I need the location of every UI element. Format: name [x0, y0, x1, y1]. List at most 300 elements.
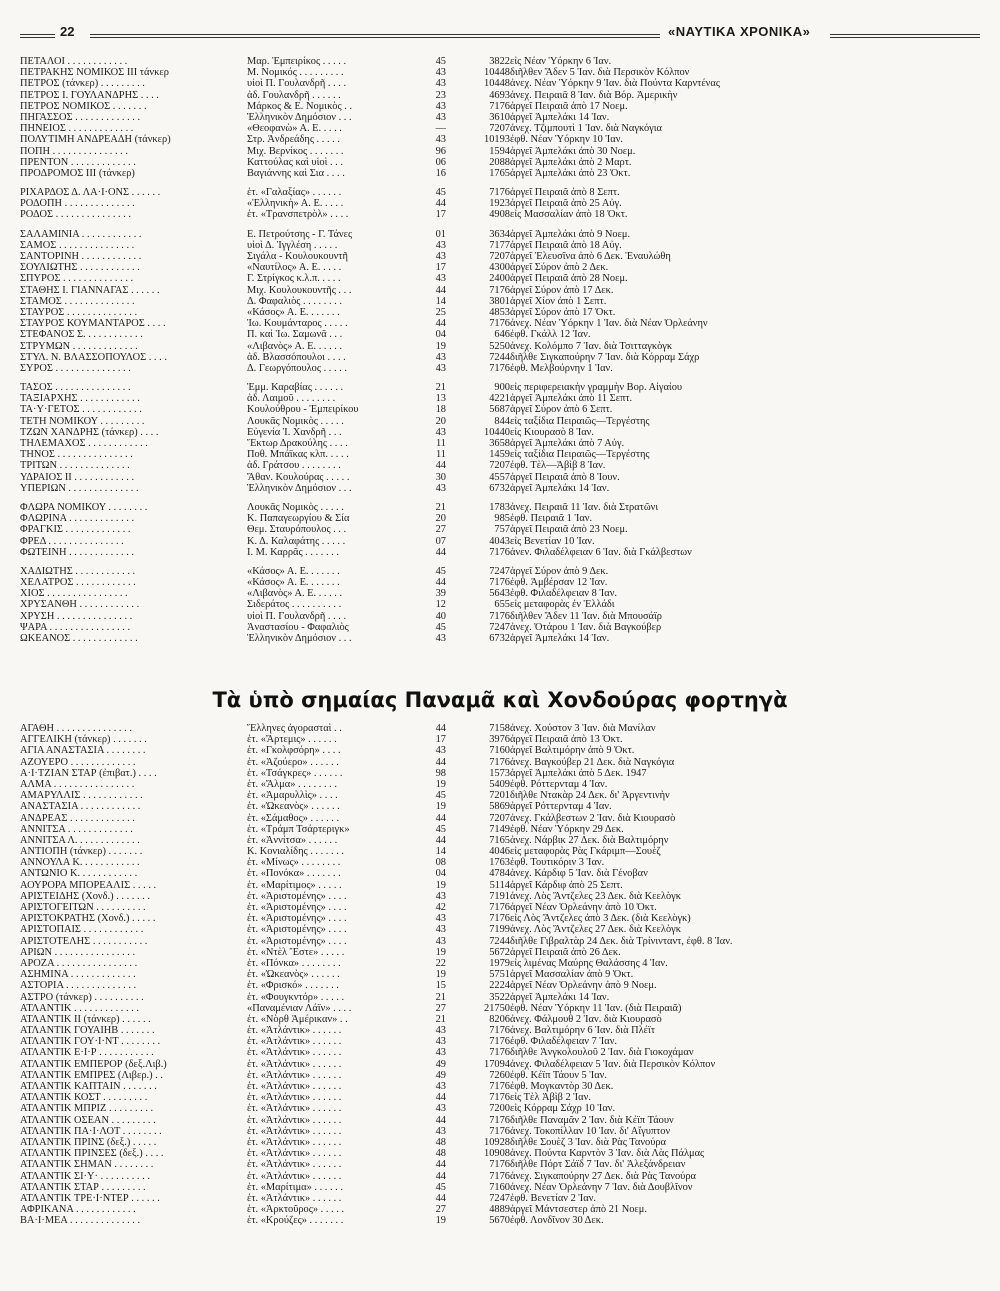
ship-name: ΥΠΕΡΙΩΝ . . . . . . . . . . . . . . [20, 482, 139, 494]
ship-name: ΣΑΜΟΣ . . . . . . . . . . . . . . . [20, 239, 135, 251]
ship-code: 43 [435, 1125, 446, 1137]
ship-tonnage: 7158 [489, 723, 510, 734]
ship-name: ΨΑΡΑ . . . . . . . . . . . . . . . . [20, 621, 131, 633]
ship-tonnage: 7176 [489, 362, 510, 374]
ship-name: ΑΤΛΑΝΤΙΚ ΠΡΙΝΣ (δεξ.) . . . . . [20, 1136, 157, 1148]
ship-name: ΑΝΝΙΤΣΑ . . . . . . . . . . . . . [20, 823, 133, 835]
ship-status: ἀνεχ. Λὸς Ἄντζελες 23 Δεκ. διὰ Κεελὸγκ [510, 890, 681, 902]
ship-code: 43 [435, 351, 446, 363]
ship-code: 43 [435, 1036, 446, 1048]
ship-code: 06 [435, 156, 446, 168]
ship-code: 19 [435, 340, 446, 352]
ship-name: ΑΡΟΖΑ . . . . . . . . . . . . . . . . [20, 957, 138, 969]
ship-name: ΠΕΤΡΟΣ (τάνκερ) . . . . . . . . . [20, 78, 145, 90]
ship-tonnage: 7176 [489, 546, 510, 558]
ship-owner: Κουλούθρου - Ἐμπειρίκου [247, 404, 359, 416]
ship-status: ἐφθ. Μογκαντὸρ 30 Δεκ. [510, 1081, 614, 1092]
ship-tonnage: 10448 [484, 67, 510, 79]
ship-name: ΠΕΤΡΟΣ ΝΟΜΙΚΟΣ . . . . . . . [20, 100, 147, 112]
ship-tonnage: 844 [494, 415, 510, 427]
ship-status: διῆλθε Πόρτ Σάϊδ 7 Ἰαν. δι' Ἀλεξάνδρειαν [510, 1159, 686, 1171]
ship-status: ἐφθ. Νέαν Ὑόρκην 29 Δεκ. [510, 823, 624, 835]
ship-tonnage: 7177 [489, 239, 510, 251]
ship-name: ΤΖΩΝ ΧΑΝΔΡΗΣ (τάνκερ) . . . . [20, 426, 159, 438]
ship-code: 17 [435, 209, 446, 221]
ship-name: ΠΕΤΡΑΚΗΣ ΝΟΜΙΚΟΣ ΙΙΙ τάνκερ [20, 67, 169, 79]
ship-status: διῆλθε Σιγκαπούρην 7 Ἰαν. διὰ Κόρραμ Σάχρ [510, 351, 700, 363]
ship-owner: Π. καὶ Ἰω. Σαμωνᾶ . . . [247, 329, 343, 341]
ship-tonnage: 7165 [489, 834, 510, 846]
ship-owner: ἑτ. «Ἀτλάντικ» . . . . . . [247, 1047, 342, 1059]
ship-owner: Σιδεράτος . . . . . . . . . . [247, 599, 342, 611]
ship-status: ἀργεῖ Ἀμπελάκι 14 Ἰαν. [510, 111, 610, 123]
ship-name: ΑΤΛΑΝΤΙΚ . . . . . . . . . . . . . [20, 1002, 139, 1014]
ship-code: 45 [435, 187, 446, 199]
ship-tonnage: 3976 [489, 734, 510, 746]
ship-code: 20 [435, 513, 446, 525]
ship-status: διῆλθε Ἀνγκολουλοῦ 2 Ἰαν. διὰ Γιοκοχάμαν [510, 1047, 694, 1059]
ship-owner: ἀδ. Βλασσόπουλοι . . . . [247, 351, 346, 363]
ship-owner: ἑτ. «Τρανσπετρὸλ» . . . . [247, 209, 349, 221]
ship-tonnage: 5250 [489, 340, 510, 352]
ship-status: ἀνεχ. Νάρβικ 27 Δεκ. διὰ Βαλτιμόρην [510, 834, 669, 846]
ship-tonnage: 7176 [489, 1025, 510, 1037]
page-number: 22 [60, 24, 75, 39]
ship-code: 49 [435, 1069, 446, 1081]
ship-owner: ἑτ. «Ἀριστομένης» . . . . [247, 902, 347, 913]
ship-code: 27 [435, 1204, 446, 1216]
ship-owner: ἑτ. «Ἄρτεμις» . . . . . . [247, 734, 337, 746]
ship-code: 43 [435, 239, 446, 251]
ship-status: ἀνεχ. Πούντα Καρντὸν 3 Ἰαν. διὰ Λὰς Πάλμας [510, 1148, 705, 1160]
ship-name: ΑΤΛΑΝΤΙΚ ΚΑΠΤΑΙΝ . . . . . . . [20, 1081, 157, 1092]
ship-owner: ἑτ. «Πονόκα» . . . . . . . [247, 868, 341, 880]
ship-owner: ἑτ. «Φρισκό» . . . . . . . [247, 980, 339, 992]
ship-code: 44 [435, 1192, 446, 1204]
ship-tonnage: 7207 [489, 251, 510, 262]
ship-tonnage: 5751 [489, 969, 510, 981]
ship-owner: Δ. Φαφαλιὸς . . . . . . . . [247, 295, 342, 307]
ship-name: ΑΤΛΑΝΤΙΚ ΤΡΕ·Ι·ΝΤΕΡ . . . . . . [20, 1192, 160, 1204]
ship-tonnage: 2400 [489, 273, 510, 285]
ship-name: ΑΓΓΕΛΙΚΗ (τάνκερ) . . . . . . . [20, 734, 147, 746]
ship-status: ἀργεῖ Πειραιᾶ ἀπὸ 8 Σεπτ. [510, 187, 620, 199]
ship-name: ΠΟΛΥΤΙΜΗ ΑΝΔΡΕΑΔΗ (τάνκερ) [20, 134, 171, 146]
ship-tonnage: 7176 [489, 902, 510, 913]
ship-tonnage: 7247 [489, 1192, 510, 1204]
ship-code: 43 [435, 482, 446, 494]
ship-owner: Λουκᾶς Νομικὸς . . . . . [247, 501, 344, 513]
ship-owner: Μιχ. Βερνίκος . . . . . . . [247, 145, 344, 157]
ship-tonnage: 21750 [484, 1002, 510, 1014]
ship-code: 43 [435, 924, 446, 936]
ship-status: ἀνεχ. Φιλαδέλφειαν 5 Ἰαν. διὰ Περσικὸν Κόλπον [510, 1058, 716, 1070]
ship-name: ΑΝΑΣΤΑΣΙΑ . . . . . . . . . . . . [20, 801, 141, 813]
ship-code: 17 [435, 262, 446, 274]
ship-name: ΠΗΝΕΙΟΣ . . . . . . . . . . . . . [20, 123, 134, 135]
ship-name: ΣΤΑΘΗΣ Ι. ΓΙΑΝΝΑΓΑΣ . . . . . . [20, 284, 160, 296]
ship-status: ἀργεῖ Ἀμπελάκι ἀπὸ 30 Νοεμ. [510, 145, 636, 157]
ship-name: ΩΚΕΑΝΟΣ . . . . . . . . . . . . . [20, 633, 138, 644]
ship-status: ἀνεχ. Πειραιᾶ 11 Ἰαν. διὰ Στρατῶνι [510, 501, 659, 513]
ship-status: ἀνεν. Φιλαδέλφειαν 6 Ἰαν. διὰ Γκάλβεστων [510, 546, 692, 558]
header-rule [90, 34, 660, 38]
ship-status: ἀργεῖ Ἀμπελάκι ἀπὸ 5 Δεκ. 1947 [510, 767, 647, 779]
ship-owner: ἑτ. «Ἀτλάντικ» . . . . . . [247, 1025, 342, 1037]
ship-owner: ἑτ. «Σάμαθος» . . . . . . [247, 812, 340, 824]
ship-owner: ἑτ. «Ἀτλάντικ» . . . . . . [247, 1036, 342, 1048]
ship-owner: Δ. Γεωργόπουλος . . . . . [247, 362, 347, 374]
ship-name: ΣΑΝΤΟΡΙΝΗ . . . . . . . . . . . . [20, 251, 142, 262]
ship-name: ΦΛΩΡΙΝΑ . . . . . . . . . . . . . [20, 513, 135, 525]
ship-name: ΑΤΛΑΝΤΙΚ ΟΣΕΑΝ . . . . . . . . . [20, 1114, 156, 1126]
ship-name: ΠΟΠΗ . . . . . . . . . . . . . . . [20, 145, 128, 157]
ship-owner: Ἑλληνικὸν Δημόσιον . . . [247, 482, 352, 494]
ship-name: ΑΣΤΟΡΙΑ . . . . . . . . . . . . . . [20, 980, 137, 992]
ship-name: ΑΤΛΑΝΤΙΚ ΓΟΥ·Ι·ΝΤ . . . . . . . . [20, 1036, 161, 1048]
ship-status: ἀνεχ. Φάλμουθ 2 Ἰαν. διὰ Κιουρασὸ [510, 1013, 662, 1025]
ship-owner: ἑτ. «Ἀτλάντικ» . . . . . . [247, 1170, 342, 1182]
ship-status: ἀνεχ. Νέαν Ὑόρκην 1 Ἰαν. διὰ Νέαν Ὀρλεάνην [510, 318, 708, 330]
ship-code: 43 [435, 935, 446, 947]
ship-status: ἀνεχ. Κάρδιφ 5 Ἰαν. διὰ Γένοβαν [510, 868, 648, 880]
ship-name: ΣΤΡΥΜΩΝ . . . . . . . . . . . . . [20, 340, 138, 352]
ship-code: 19 [435, 969, 446, 981]
ship-tonnage: 757 [494, 524, 510, 536]
ship-owner: ἑτ. «Τσάγκρες» . . . . . . [247, 767, 343, 779]
ship-status: εἰς ταξίδια Πειραιῶς—Τεργέστης [510, 415, 650, 427]
ship-code: 21 [435, 501, 446, 513]
ship-status: ἐφθ. Τὲλ—Ἀβὶβ 8 Ἰαν. [510, 460, 606, 472]
ship-status: ἀργεῖ Ἀμπελάκι 14 Ἰαν. [510, 991, 610, 1003]
ship-status: διῆλθε Παναμᾶν 2 Ἰαν. διὰ Κέϊπ Τάουν [510, 1114, 674, 1126]
section-title: Τὰ ὑπὸ σημαίας Παναμᾶ καὶ Χονδούρας φορτηγὰ [212, 688, 788, 712]
ship-tonnage: 5409 [489, 778, 510, 790]
ship-code: 43 [435, 1103, 446, 1115]
ship-name: ΤΑΞΙΑΡΧΗΣ . . . . . . . . . . . . [20, 393, 140, 405]
ship-tonnage: 4693 [489, 89, 510, 101]
ship-tonnage: 4043 [489, 535, 510, 547]
ship-name: ΑΝΝΟΥΛΑ Κ. . . . . . . . . . . . [20, 857, 140, 869]
ship-tonnage: 3801 [489, 295, 510, 307]
ship-owner: «Λιβανὸς» Α. Ε. . . . . . [247, 340, 343, 352]
ship-name: ΣΤΥΛ. Ν. ΒΛΑΣΣΟΠΟΥΛΟΣ . . . . [20, 351, 167, 363]
ship-code: 43 [435, 633, 446, 644]
ship-status: ἀργεῖ Ἀμπελάκι ἀπὸ 23 Ὀκτ. [510, 167, 631, 179]
ship-code: 48 [435, 1136, 446, 1148]
ship-code: 43 [435, 67, 446, 79]
ship-status: εἰς Μασσαλίαν ἀπὸ 18 Ὀκτ. [510, 209, 628, 221]
ship-code: 43 [435, 426, 446, 438]
ship-owner: ἑτ. «Ἀριστομένης» . . . . [247, 935, 347, 947]
ship-code: 07 [435, 535, 446, 547]
ship-tonnage: 7176 [489, 1125, 510, 1137]
ship-code: 11 [435, 449, 446, 461]
ship-name: ΧΡΥΣΑΝΘΗ . . . . . . . . . . . . [20, 599, 140, 611]
ship-status: ἀργεῖ Σύρον ἀπὸ 6 Σεπτ. [510, 404, 613, 416]
ship-code: 45 [435, 565, 446, 577]
ship-code: 21 [435, 991, 446, 1003]
ship-owner: Λουκᾶς Νομικὸς . . . . . [247, 415, 344, 427]
ship-code: 43 [435, 745, 446, 757]
ship-code: — [435, 123, 446, 135]
ship-name: ΑΓΑΘΗ . . . . . . . . . . . . . . . [20, 723, 132, 734]
ship-code: 44 [435, 546, 446, 558]
ship-tonnage: 7176 [489, 1114, 510, 1126]
ship-name: ΑΝΔΡΕΑΣ . . . . . . . . . . . . . [20, 812, 135, 824]
ship-owner: «Θεοφανὼ» Α. Ε. . . . . [247, 123, 342, 135]
ship-owner: ἑτ. «Ἄλμα» . . . . . . . . [247, 778, 337, 790]
ship-owner: ἑτ. «Ἀτλάντικ» . . . . . . [247, 1136, 342, 1148]
ship-code: 43 [435, 1047, 446, 1059]
ship-code: 19 [435, 801, 446, 813]
ship-owner: «Ἑλληνικὴ» Α. Ε. . . . . [247, 198, 344, 210]
ship-name: ΤΗΝΟΣ . . . . . . . . . . . . . . . [20, 449, 133, 461]
ship-owner: ἑτ. «Ἀμαρυλλὶς» . . . . [247, 790, 338, 802]
ship-tonnage: 5670 [489, 1215, 510, 1227]
ship-code: 44 [435, 198, 446, 210]
ship-name: ΑΝΝΙΤΣΑ Λ. . . . . . . . . . . . . [20, 834, 140, 846]
ship-code: 19 [435, 879, 446, 891]
ship-code: 19 [435, 778, 446, 790]
ship-owner: ἑτ. «Ὠκεανὸς» . . . . . . [247, 801, 340, 813]
ship-owner: Εὐγενία Ἰ. Χανδρῆ . . . [247, 426, 342, 438]
ship-tonnage: 7207 [489, 812, 510, 824]
ship-status: ἀργεῖ Σύρον ἀπὸ 17 Ὀκτ. [510, 306, 616, 318]
ship-status: ἀργεῖ Ρόττερνταμ 4 Ἰαν. [510, 801, 612, 813]
ship-tonnage: 1594 [489, 145, 510, 157]
ship-code: 44 [435, 812, 446, 824]
ship-tonnage: 3610 [489, 111, 510, 123]
ship-status: ἀργεῖ Ἀμπελάκι ἀπὸ 7 Αὐγ. [510, 438, 625, 449]
ship-tonnage: 4046 [489, 846, 510, 858]
ship-owner: ἑτ. «Ντὲλ Ἔστε» . . . . . [247, 946, 345, 958]
ship-name: ΡΟΔΟΠΗ . . . . . . . . . . . . . . [20, 198, 135, 210]
ship-status: ἀνεχ. Σιγκαπούρην 27 Δεκ. διὰ Ρὰς Τανούρα [510, 1170, 696, 1182]
ship-owner: υἱοὶ Δ. Ἰγγλέση . . . . . [247, 239, 338, 251]
ship-owner: Ἑλληνικὸν Δημόσιον . . . [247, 111, 352, 123]
ship-tonnage: 655 [494, 599, 510, 611]
ship-status: ἐφθ. Μελβούρνην 1 Ἰαν. [510, 362, 613, 374]
ship-code: 44 [435, 834, 446, 846]
ship-name: ΣΑΛΑΜΙΝΙΑ . . . . . . . . . . . . [20, 228, 142, 240]
ship-status: ἐφθ. Κέϊπ Τάουν 5 Ἰαν. [510, 1069, 607, 1081]
ship-tonnage: 4221 [489, 393, 510, 405]
ship-name: ΧΑΔΙΩΤΗΣ . . . . . . . . . . . . [20, 565, 136, 577]
ship-tonnage: 5643 [489, 588, 510, 600]
ship-name: ΒΑ·Ι·ΜΕΑ . . . . . . . . . . . . . . [20, 1215, 141, 1227]
ship-tonnage: 7247 [489, 621, 510, 633]
ship-owner: ἑτ. «Μαρίτιμος» . . . . . [247, 879, 342, 891]
ship-code: 96 [435, 145, 446, 157]
ship-owner: ἑτ. «Φουγκντόρ» . . . . . [247, 991, 345, 1003]
ship-tonnage: 10448 [484, 78, 510, 90]
ship-status: ἀργεῖ Νέαν Ὀρλεάνην ἀπὸ 9 Νοεμ. [510, 980, 657, 992]
ship-status: ἐφθ. Πειραιᾶ 1 Ἰαν. [510, 513, 593, 525]
ship-owner: Σιγάλα - Κουλουκουντῆ [247, 251, 348, 262]
ship-code: 14 [435, 846, 446, 858]
ship-code: 43 [435, 1025, 446, 1037]
ship-code: 43 [435, 913, 446, 925]
ship-owner: «Ναυτίλος» Α. Ε. . . . . [247, 262, 342, 274]
page-header [20, 18, 980, 44]
ship-status: ἀργεῖ Ἀμπελάκι 14 Ἰαν. [510, 482, 610, 494]
ship-status: ἀνεχ. Λὸς Ἄντζελες 27 Δεκ. διὰ Κεελὸγκ [510, 924, 681, 936]
ship-name: ΤΑΣΟΣ . . . . . . . . . . . . . . . [20, 382, 131, 394]
ship-status: ἐφθ. Ἀμβέρσαν 12 Ἰαν. [510, 577, 608, 589]
ship-name: ΑΟΥΡΟΡΑ ΜΠΟΡΕΑΛΙΣ . . . . . [20, 879, 157, 891]
ship-status: διῆλθεν Ἄδεν 5 Ἰαν. διὰ Περσικὸν Κόλπον [510, 67, 690, 79]
ship-name: ΣΠΥΡΟΣ . . . . . . . . . . . . . . [20, 273, 134, 285]
ship-name: ΦΛΩΡΑ ΝΟΜΙΚΟΥ . . . . . . . . [20, 501, 148, 513]
ship-code: 19 [435, 946, 446, 958]
ship-tonnage: 7176 [489, 913, 510, 925]
ship-owner: ἀδ. Λαιμοῦ . . . . . . . . [247, 393, 336, 405]
ship-name: ΦΡΑΓΚΙΣ . . . . . . . . . . . . . [20, 524, 131, 536]
ship-status: ἀργεῖ Κάρδιφ ἀπὸ 25 Σεπτ. [510, 879, 623, 891]
ship-owner: ἑτ. «Ἀτλάντικ» . . . . . . [247, 1081, 342, 1092]
ship-status: εἰς Κιουρασὸ 8 Ἰαν. [510, 426, 594, 438]
ship-tonnage: 7260 [489, 1069, 510, 1081]
ship-owner: Ἕλληνες ἀγορασταὶ . . [247, 723, 342, 734]
ship-tonnage: 7200 [489, 1103, 510, 1115]
ship-name: Α·Ι·ΤΖΙΑΝ ΣΤΑΡ (ἐπιβατ.) . . . . [20, 767, 157, 779]
ship-owner: ἀδ. Γουλανδρῆ . . . . . . [247, 89, 341, 101]
ship-code: 44 [435, 756, 446, 768]
ship-name: ΑΛΜΑ . . . . . . . . . . . . . . . . [20, 778, 135, 790]
ship-code: 27 [435, 524, 446, 536]
ship-owner: ἑτ. «Ἀτλάντικ» . . . . . . [247, 1092, 342, 1104]
ship-owner: Μάρκος & Ε. Νομικὸς . . [247, 100, 353, 112]
ship-name: ΥΔΡΑΙΟΣ ΙΙ . . . . . . . . . . . . [20, 471, 135, 483]
ship-code: 49 [435, 1058, 446, 1070]
ship-tonnage: 1783 [489, 501, 510, 513]
ship-owner: Ἕκτωρ Δρακούλης . . . . [247, 438, 348, 449]
ship-code: 43 [435, 1081, 446, 1092]
ship-name: ΑΡΙΣΤΟΠΑΙΣ . . . . . . . . . . . . [20, 924, 144, 936]
ship-name: ΑΝΤΙΟΠΗ (τάνκερ) . . . . . . . [20, 846, 143, 858]
ship-code: 14 [435, 295, 446, 307]
ship-status: ἀνεχ. Πειραιᾶ 8 Ἰαν. διὰ Βόρ. Ἀμερικὴν [510, 89, 678, 101]
ship-tonnage: 5869 [489, 801, 510, 813]
ship-owner: ἑτ. «Ἀτλάντικ» . . . . . . [247, 1159, 342, 1171]
ship-tonnage: 4908 [489, 209, 510, 221]
ship-owner: «Κάσος» Α. Ε. . . . . . . [247, 577, 340, 589]
ship-code: 01 [435, 228, 446, 240]
ship-code: 44 [435, 460, 446, 472]
ship-status: εἰς περιφερειακὴν γραμμὴν Βορ. Αἰγαίου [510, 382, 683, 394]
ship-name: ΠΕΤΑΛΟΙ . . . . . . . . . . . . [20, 56, 128, 67]
ship-name: ΤΕΤΗ ΝΟΜΙΚΟΥ . . . . . . . . . [20, 415, 145, 427]
ship-code: 45 [435, 790, 446, 802]
ship-tonnage: 7176 [489, 1036, 510, 1048]
ship-tonnage: 1573 [489, 767, 510, 779]
ship-status: ἀνεχ. Βαλτιμόρην 6 Ἰαν. διὰ Πλέϊτ [510, 1025, 656, 1037]
ship-owner: ἀδ. Γράτσου . . . . . . . . [247, 460, 341, 472]
ship-tonnage: 1763 [489, 857, 510, 869]
ship-status: ἀργεῖ Πειραιᾶ ἀπὸ 8 Ἰουν. [510, 471, 620, 483]
ship-status: ἐφθ. Τουτικόριν 3 Ἰαν. [510, 857, 605, 869]
ship-name: ΧΕΛΑΤΡΟΣ . . . . . . . . . . . . [20, 577, 136, 589]
ship-code: 20 [435, 415, 446, 427]
ship-owner: ἑτ. «Ὠκεανὸς» . . . . . . [247, 969, 340, 981]
ship-name: ΑΡΙΣΤΟΤΕΛΗΣ . . . . . . . . . . . [20, 935, 148, 947]
ship-owner: ἑτ. «Ἀριστομένης» . . . . [247, 924, 347, 936]
ship-status: εἰς Βενετίαν 10 Ἰαν. [510, 535, 595, 547]
ship-name: ΑΡΙΣΤΟΚΡΑΤΗΣ (Χονδ.) . . . . . [20, 913, 156, 925]
ship-owner: ἑτ. «Ἀτλάντικ» . . . . . . [247, 1148, 342, 1160]
ship-owner: ἑτ. «Ἀτλάντικ» . . . . . . [247, 1114, 342, 1126]
ship-name: ΑΤΛΑΝΤΙΚ ΠΑ·Ι·ΛΟΤ . . . . . . . . [20, 1125, 162, 1137]
ship-code: 44 [435, 1114, 446, 1126]
ship-tonnage: 7176 [489, 610, 510, 622]
ship-owner: Μ. Νομικός . . . . . . . . . [247, 67, 344, 79]
ship-name: ΦΡΕΔ . . . . . . . . . . . . . . . [20, 535, 124, 547]
ship-name: ΦΩΤΕΙΝΗ . . . . . . . . . . . . . [20, 546, 135, 558]
ship-tonnage: 7207 [489, 123, 510, 135]
ship-tonnage: 6732 [489, 633, 510, 644]
ship-tonnage: 3822 [489, 56, 510, 67]
ship-owner: ἑτ. «Μαρίτιμα» . . . . . . [247, 1181, 343, 1193]
ship-tonnage: 4853 [489, 306, 510, 318]
ship-status: ἀργεῖ Πειραιᾶ ἀπὸ 25 Αὐγ. [510, 198, 622, 210]
ship-code: 98 [435, 767, 446, 779]
ship-code: 27 [435, 1002, 446, 1014]
ship-code: 25 [435, 306, 446, 318]
ship-code: 43 [435, 273, 446, 285]
ship-status: εἰς λιμένας Μαύρης Θαλάσσης 4 Ἰαν. [510, 957, 668, 969]
ship-name: ΧΙΟΣ . . . . . . . . . . . . . . . . [20, 588, 128, 600]
ship-code: 43 [435, 78, 446, 90]
ship-code: 16 [435, 167, 446, 179]
ship-status: ἐφθ. Φιλαδέλφειαν 8 Ἰαν. [510, 588, 618, 600]
ship-name: ΤΡΙΤΩΝ . . . . . . . . . . . . . . [20, 460, 130, 472]
ship-tonnage: 17094 [484, 1058, 510, 1070]
ship-tonnage: 10440 [484, 426, 510, 438]
ship-tonnage: 7176 [489, 1170, 510, 1182]
ship-owner: Ἐμμ. Καραβίας . . . . . . [247, 382, 344, 394]
ship-code: 44 [435, 318, 446, 330]
ship-name: ΠΕΤΡΟΣ Ι. ΓΟΥΛΑΝΔΡΗΣ . . . . [20, 89, 159, 101]
ship-owner: ἑτ. «Ἀτλάντικ» . . . . . . [247, 1103, 342, 1115]
ship-name: ΡΙΧΑΡΔΟΣ Δ. ΛΑ·Ι·ΟΝΣ . . . . . . [20, 187, 161, 199]
header-rule [830, 34, 980, 38]
ship-status: ἀνεχ. Τοκοπίλλαν 10 Ἰαν. δι' Αἴγυπτον [510, 1125, 671, 1137]
ship-status: ἀνεχ. Ὀτάρου 1 Ἰαν. διὰ Βαγκούβερ [510, 621, 662, 633]
ship-status: ἀνεχ. Χούστον 3 Ἰαν. διὰ Μανίλαν [510, 723, 656, 734]
ship-name: ΠΗΓΑΣΣΟΣ . . . . . . . . . . . . . [20, 111, 141, 123]
ship-tonnage: 10193 [484, 134, 510, 146]
ship-code: 45 [435, 56, 446, 67]
ship-status: ἀργεῖ Ἀμπελάκι ἀπὸ 9 Νοεμ. [510, 228, 631, 240]
ship-owner: Κ. Κονιαλίδης . . . . . . . [247, 846, 344, 858]
ship-status: εἰς ταξίδια Πειραιῶς—Τεργέστης [510, 449, 650, 461]
ship-status: ἀργεῖ Σύρον ἀπὸ 2 Δεκ. [510, 262, 609, 274]
ship-status: διῆλθε Γιβραλτὰρ 24 Δεκ. διὰ Τρίνινταντ, ἐφθ. 8 Ἰαν. [510, 935, 733, 947]
ship-status: ἀργεῖ Πειραιᾶ ἀπὸ 23 Νοεμ. [510, 524, 628, 536]
ship-name: ΣΟΥΛΙΩΤΗΣ . . . . . . . . . . . . [20, 262, 140, 274]
ship-owner: Μαρ. Ἐμπειρίκος . . . . . [247, 56, 347, 67]
ship-status: ἀργεῖ Πειραιᾶ ἀπὸ 13 Ὀκτ. [510, 734, 623, 746]
ship-status: ἀργεῖ Βαλτιμόρην ἀπὸ 9 Ὀκτ. [510, 745, 635, 757]
ship-name: ΑΤΛΑΝΤΙΚ Ε·Ι·Ρ . . . . . . . . . . . [20, 1047, 154, 1059]
ship-tonnage: 3658 [489, 438, 510, 449]
ship-owner: Γ. Στρίγκος κ.λ.π. . . . . [247, 273, 341, 285]
ship-code: 23 [435, 89, 446, 101]
ship-status: ἐφθ. Νέαν Ὑόρκην 10 Ἰαν. [510, 134, 624, 146]
ship-tonnage: 7160 [489, 1181, 510, 1193]
ship-name: ΠΡΕΝΤΟΝ . . . . . . . . . . . . . [20, 156, 136, 168]
